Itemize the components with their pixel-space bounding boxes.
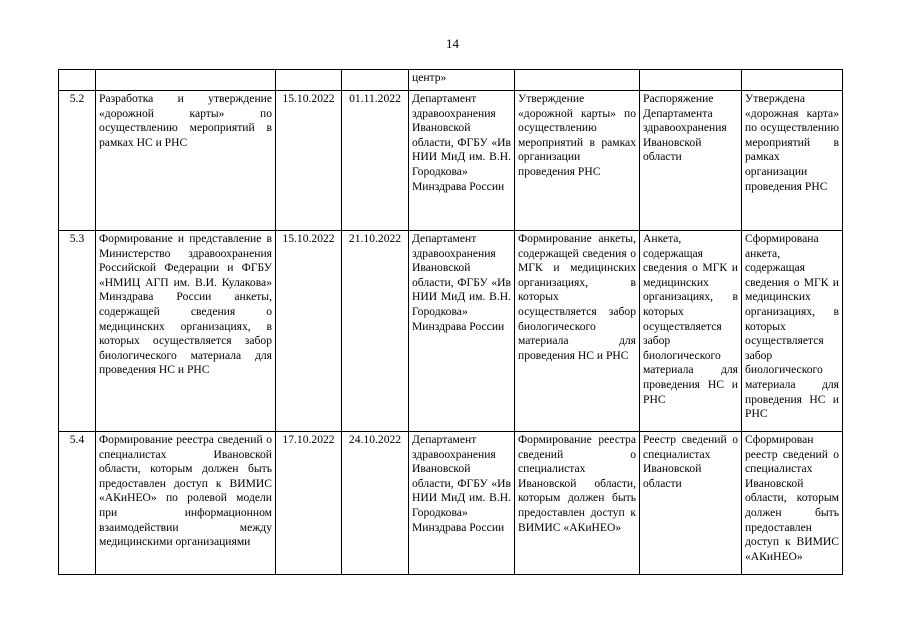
cell-result [515,70,640,91]
cell-start: 15.10.2022 [276,91,342,231]
cell-indicator [742,70,843,91]
cell-result: Утверждение «дорожной карты» по осуществлению мероприятий в рамках организации проведения РНС [515,91,640,231]
cell-start [276,70,342,91]
cell-org: Департамент здравоохранения Ивановской области, ФГБУ «Ив НИИ МиД им. В.Н. Городкова» Минздрава России [409,432,515,575]
cell-start: 15.10.2022 [276,231,342,432]
cell-indicator: Утверждена «дорожная карта» по осуществлению мероприятий в рамках организации проведения РНС [742,91,843,231]
cell-result: Формирование реестра сведений о специалистах Ивановской области, которым должен быть предоставлен доступ к ВИМИС «АКиНЕО» [515,432,640,575]
cell-result: Формирование анкеты, содержащей сведения о МГК и медицинских организациях, в которых осуществляется забор биологического материала для проведения НС и РНС [515,231,640,432]
table-row [59,91,843,231]
cell-activity [96,70,276,91]
cell-org: центр» [409,70,515,91]
cell-end [342,70,409,91]
cell-indicator: Сформирована анкета, содержащая сведения о МГК и медицинских организациях, в которых осуществляется забор биологического материала для проведения НС и РНС [742,231,843,432]
cell-activity: Формирование и представление в Министерство здравоохранения Российской Федерации и ФГБУ «НМИЦ АГП им. В.И. Кулакова» Минздрава России анкеты, содержащей сведения о медицинских организациях, в которых осуществляется забор биологического материала для проведения НС и РНС [96,231,276,432]
cell-start: 17.10.2022 [276,432,342,575]
page-number: 14 [446,36,459,51]
cell-num: 5.4 [59,432,96,575]
cell-document: Анкета, содержащая сведения о МГК и медицинских организациях, в которых осуществляется забор биологического материала для проведения НС и РНС [640,231,742,432]
cell-num: 5.3 [59,231,96,432]
cell-end: 01.11.2022 [342,91,409,231]
cell-num: 5.2 [59,91,96,231]
cell-num [59,70,96,91]
cell-activity: Разработка и утверждение «дорожной карты» по осуществлению мероприятий в рамках НС и РНС [96,91,276,231]
cell-org: Департамент здравоохранения Ивановской области, ФГБУ «Ив НИИ МиД им. В.Н. Городкова» Минздрава России [409,231,515,432]
cell-document: Распоряжение Департамента здравоохранения Ивановской области [640,91,742,231]
cell-end: 21.10.2022 [342,231,409,432]
cell-document [640,70,742,91]
cell-indicator: Сформирован реестр сведений о специалистах Ивановской области, которым должен быть предоставлен доступ к ВИМИС «АКиНЕО» [742,432,843,575]
cell-org: Департамент здравоохранения Ивановской области, ФГБУ «Ив НИИ МиД им. В.Н. Городкова» Минздрава России [409,91,515,231]
cell-end: 24.10.2022 [342,432,409,575]
cell-document: Реестр сведений о специалистах Ивановской области [640,432,742,575]
table-row [59,432,843,575]
plan-table [58,69,843,575]
cell-activity: Формирование реестра сведений о специалистах Ивановской области, которым должен быть предоставлен доступ к ВИМИС «АКиНЕО» по ролевой модели при информационном взаимодействии между медицинскими организациями [96,432,276,575]
table-row [59,231,843,432]
table-row-continuation [59,70,843,91]
